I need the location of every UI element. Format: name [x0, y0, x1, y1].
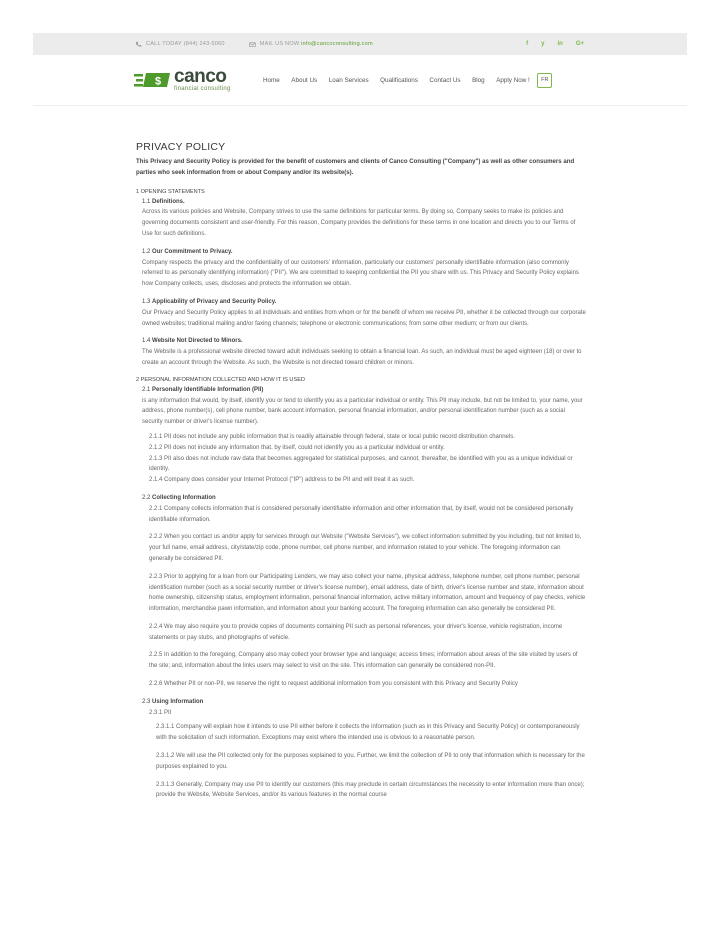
subclause-text: 2.1.2 PII does not include any information that, by itself, could not identify you as a particular individual or entity. [149, 444, 445, 451]
twitter-icon[interactable]: y [541, 41, 545, 47]
nav-home[interactable]: Home [263, 76, 280, 84]
clause-text: The Website is a professional website directed toward adult individuals seeking to obtain a financial loan. As such, an individual must be aged eighteen (18) or over to create an account through the Website. As such, the Website is not directed toward children or minors. [142, 349, 582, 366]
page-title: PRIVACY POLICY [136, 141, 226, 153]
clause-heading: 2.1 Personally Identifiable Information (PII) [142, 386, 264, 393]
dollar-logo-icon [134, 71, 171, 89]
subclause-text: 2.1.1 PII does not include any public information that is readily attainable through federal, state or local public record distribution channels. [149, 433, 515, 440]
mail-label: MAIL US NOW [259, 41, 300, 47]
clause-heading: 1.2 Our Commitment to Privacy. [142, 248, 233, 255]
social-links [526, 33, 584, 55]
section-heading: 1 OPENING STATEMENTS [136, 188, 205, 195]
subclauses [136, 708, 586, 719]
section-heading: 2 PERSONAL INFORMATION COLLECTED AND HOW IT IS USED [136, 376, 305, 383]
nav-apply-now[interactable]: Apply Now ! [496, 76, 530, 84]
subclause-text: 2.1.3 PII also does not include raw data that becomes aggregated for statistical purposes, and cannot, thereafter, be identified with you as a unique individual or identity. [149, 455, 573, 473]
phone-text: CALL TODAY (844) 243-5060 [146, 41, 225, 47]
mail-contact[interactable] [249, 41, 373, 48]
clause-text: Our Privacy and Security Policy applies to all individuals and entities from whom or for the benefit of whom we receive PII, whether it be collected through our corporate owned websites; traditional mailing and/or faxing channels; telephone or electronic communications; from some other medium; or from our clients. [142, 309, 586, 327]
logo-mark-text: $ [155, 75, 162, 88]
clause-heading: 1.4 Website Not Directed to Minors. [142, 338, 243, 345]
google-plus-icon[interactable]: G+ [575, 41, 584, 47]
nav-about-us[interactable]: About Us [291, 76, 318, 84]
clause-text: Across its various policies and Website, Company strives to use the same definitions for particular terms. By doing so, Company seeks to make its policies and governing documents consistent and user-friendly. For this reason, Company provides the definitions for these terms in one location and directs you to our Terms of Use for such definitions. [142, 209, 576, 237]
logo-tagline: financial consulting [174, 86, 231, 92]
subclause-text: 2.1.4 Company does consider your Internet Protocol ("IP") address to be PII and will treat it as such. [149, 477, 415, 484]
subclause-text: 2.2.1 Company collects information that is considered personally identifiable information and other information that, by itself, would not be considered personally identifiable information. [149, 505, 574, 523]
subclause-text: 2.2.5 In addition to the foregoing, Company also may collect your browser type and language; access times; information about areas of the site visited by users of the site; and, information about the links users may select to visit on the site. This information can generally be considered non-PII. [149, 652, 578, 670]
nav-qualifications[interactable]: Qualifications [380, 76, 418, 84]
subclause-text: 2.2.6 Whether PII or non-PII, we reserve the right to request additional information from you consistent with this Privacy and Security Policy [149, 681, 518, 688]
phone-contact[interactable] [135, 41, 225, 48]
subclause-text: 2.3.1.1 Company will explain how it intends to use PII either before it collects the information (such as in this Privacy and Security Policy) or contemporaneously with the solicitation of such information. Exceptions may exist where the intended use is obvious to a reasonable person. [156, 724, 580, 742]
mail-link[interactable]: info@cancoconsulting.com [301, 41, 373, 47]
clause [136, 697, 586, 708]
clause-heading: 2.2 Collecting Information [142, 494, 216, 501]
clause [136, 493, 586, 504]
subclause-text: 2.2.3 Prior to applying for a loan from our Participating Lenders, we may also collect your name, physical address, telephone number, cell phone number, personal identification number (such as a social security number or driver's license number), email address, date of birth, driver's license number and state, information about home ownership, citizenship status, employment information, personal financial information, active military information, amount and frequency of pay checks, vehicle information, merchandise pawn information, and information about your banking account. The foregoing information can also generally be considered PII. [149, 573, 586, 613]
clause-heading: 1.1 Definitions. [142, 198, 185, 205]
language-toggle-button[interactable]: FR [537, 73, 552, 88]
top-bar [33, 33, 687, 55]
facebook-icon[interactable]: f [526, 41, 529, 47]
clause [136, 197, 586, 369]
clause [136, 385, 586, 428]
subclause-text: 2.3.1.3 Generally, Company may use PII to identify our customers (this may preclude in certain circumstances the necessity to enter information more than once); provide the Website, Website Services, and/or its various features in the normal course [156, 781, 585, 799]
nav-blog[interactable]: Blog [472, 76, 485, 84]
clause-heading: 2.3 Using Information [142, 698, 204, 705]
nav-contact-us[interactable]: Contact Us [429, 76, 461, 84]
phone-icon [135, 41, 142, 48]
subclauses [136, 504, 586, 690]
subclause-heading: 2.3.1 PII [149, 709, 172, 716]
logo-wordmark: canco [174, 66, 227, 87]
nav-loan-services[interactable]: Loan Services [328, 76, 369, 84]
linkedin-icon[interactable]: in [557, 41, 563, 47]
clause-text: Company respects the privacy and the confidentiality of our customers' information, particularly our customers' personally identifiable information (also commonly referred to as personally identifying information) ("PII"). We are committed to keeping confidential the PII you share with us. This Privacy and Security Policy explains how Company collects, uses, discloses and protects the information we obtain. [142, 259, 579, 288]
envelope-icon [249, 41, 256, 48]
logo[interactable] [134, 67, 234, 93]
main-nav [263, 55, 552, 105]
subclause-text: 2.3.1.2 We will use the PII collected only for the purposes explained to you. Further, we limit the collection of PII to only that information which is necessary for the purposes explained to you. [156, 753, 585, 770]
subclauses [136, 428, 586, 486]
subclause-text: 2.2.4 We may also require you to provide copies of documents containing PII such as personal references, your driver's license, vehicle registration, income statements or pay stubs, and photographs of vehicle. [149, 623, 563, 641]
clause-heading: 1.3 Applicability of Privacy and Security Policy. [142, 298, 277, 305]
clause-text: is any information that would, by itself, identify you or tend to identify you as a particular individual or entity. This PII may include, but not be limited to, your name, your address, phone number(s), cell phone number, bank account information, personal financial information, and/or personal identification number (such as a social security number or driver's license number). [142, 397, 583, 426]
policy-content [136, 140, 586, 801]
intro-paragraph: This Privacy and Security Policy is provided for the benefit of customers and clients of Canco Consulting ("Company") as well as other consumers and parties who seek information from or about Company and/or its website(s). [136, 158, 575, 176]
subclause-text: 2.2.2 When you contact us and/or apply for services through our Website ("Website Services"), we collect information submitted by you including, but not limited to, your full name, email address, city/state/zip code, phone number, cell phone number, and information related to your vehicle. The foregoing information can generally be considered PII. [149, 534, 582, 562]
sub-subclauses [136, 722, 586, 801]
site-header [33, 55, 687, 106]
